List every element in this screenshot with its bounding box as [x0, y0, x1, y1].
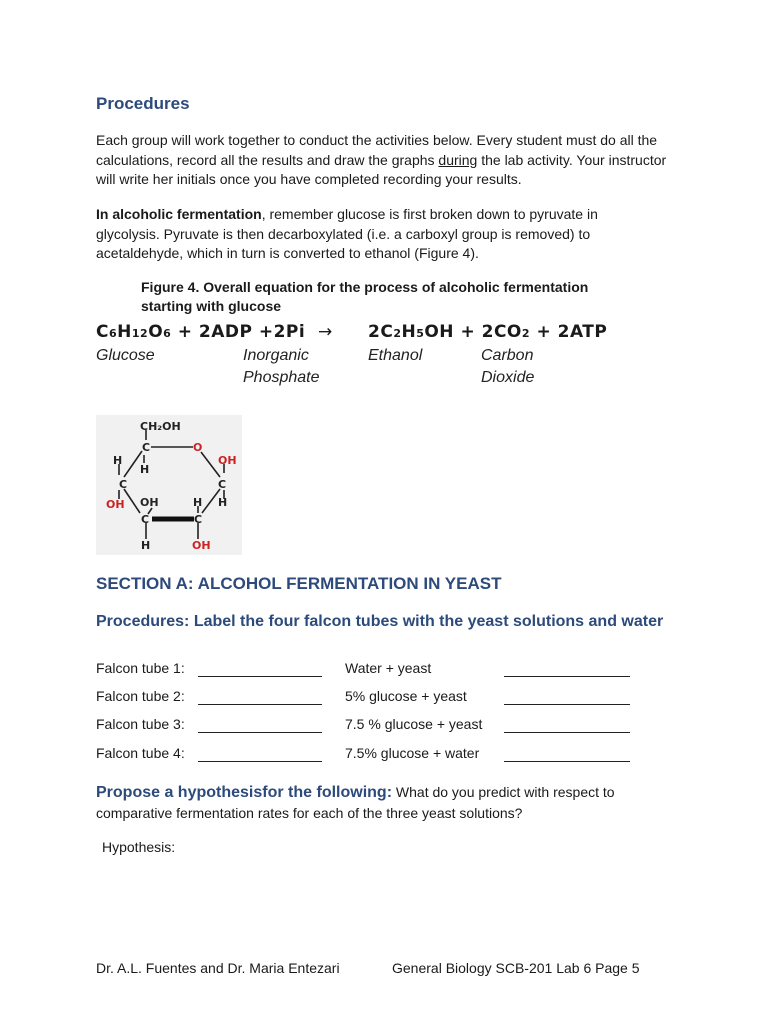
tube-solution: 7.5% glucose + water	[345, 745, 480, 761]
equation-adp: + 2ADP +2Pi	[177, 322, 306, 342]
hydrogen-atom: H	[140, 463, 150, 476]
hypothesis-heading: Propose a hypothesisfor the following:	[96, 784, 393, 801]
figure-caption-line1: Figure 4. Overall equation for the process of alcoholic fermentation	[141, 279, 589, 295]
equation-atp: + 2ATP	[536, 322, 608, 342]
tube-label: Falcon tube 3:	[96, 716, 185, 732]
tube-solution: Water + yeast	[345, 660, 432, 676]
label-glucose: Glucose	[96, 347, 155, 364]
tube-label-blank[interactable]	[198, 718, 322, 733]
tube-label-blank[interactable]	[198, 690, 322, 705]
carbon-atom-1: C	[142, 441, 151, 454]
tube-solution: 7.5 % glucose + yeast	[345, 716, 483, 732]
hydroxyl-group: OH	[140, 496, 159, 509]
hydrogen-atom: H	[218, 496, 228, 509]
label-inorganic-phosphate: Inorganic Phosphate	[243, 347, 320, 386]
tube-label: Falcon tube 2:	[96, 688, 185, 704]
procedures-heading: Procedures	[96, 94, 190, 113]
carbon-atom-4: C	[141, 513, 150, 526]
solution-blank[interactable]	[504, 662, 630, 677]
ring-oxygen-atom: O	[193, 441, 203, 454]
equation-arrow: →	[318, 322, 333, 342]
fermentation-text: , remember glucose is first broken down to pyruvate in glycolysis. Pyruvate is then decarboxylated (i.e. a carboxyl group is removed) to acetaldehyde, which in turn is converted to ethanol (Figure 4).	[96, 206, 598, 261]
intro-text-b: the lab activity. Your instructor will write her initials once you have completed recording your results.	[96, 151, 667, 187]
equation-reactants: C6H12O6 + 2ADP +2Pi	[96, 322, 306, 342]
tube-label: Falcon tube 4:	[96, 745, 185, 761]
figure-caption	[141, 278, 588, 316]
tube-label-blank[interactable]	[198, 662, 322, 677]
hydroxyl-group: OH	[218, 454, 237, 467]
label-ethanol: Ethanol	[368, 347, 423, 364]
fermentation-paragraph	[96, 205, 656, 264]
footer-course-page: General Biology SCB-201 Lab 6 Page 5	[392, 960, 640, 976]
carbon-atom-5: C	[194, 513, 203, 526]
hydroxyl-group: OH	[106, 498, 125, 511]
figure-caption-line2: starting with glucose	[141, 298, 282, 314]
carbon-atom-3: C	[218, 478, 227, 491]
carbon-atom-2: C	[119, 478, 128, 491]
glucose-structure	[96, 415, 242, 555]
hypothesis-prompt	[96, 782, 686, 824]
fermentation-bold: In alcoholic fermentation	[96, 206, 262, 222]
tube-label: Falcon tube 1:	[96, 660, 185, 676]
hydrogen-atom: H	[141, 539, 151, 552]
hypothesis-question: What do you predict with respect to comparative fermentation rates for each of the three yeast solutions?	[96, 784, 615, 821]
tube-row-1	[96, 660, 185, 676]
section-a-heading: SECTION A: ALCOHOL FERMENTATION IN YEAST	[96, 574, 502, 593]
solution-blank[interactable]	[504, 747, 630, 762]
tube-row-3	[96, 716, 185, 732]
solution-blank[interactable]	[504, 718, 630, 733]
glucose-ring-diagram	[96, 415, 242, 555]
intro-paragraph	[96, 131, 676, 190]
label-carbon-dioxide: Carbon Dioxide	[481, 347, 535, 386]
tube-solution: 5% glucose + yeast	[345, 688, 467, 704]
hydroxyl-group: OH	[192, 539, 211, 552]
tube-row-4	[96, 745, 185, 761]
footer-authors: Dr. A.L. Fuentes and Dr. Maria Entezari	[96, 960, 340, 976]
ch2oh-group: CH₂OH	[140, 420, 181, 433]
hydrogen-atom: H	[113, 454, 123, 467]
hydrogen-atom: H	[193, 496, 203, 509]
section-a-procedures-heading: Procedures: Label the four falcon tubes with the yeast solutions and water	[96, 613, 664, 630]
tube-label-blank[interactable]	[198, 747, 322, 762]
solution-blank[interactable]	[504, 690, 630, 705]
tube-row-2	[96, 688, 185, 704]
intro-text-underlined: during	[438, 151, 478, 168]
intro-text-a: Each group will work together to conduct the activities below. Every student must do all the calculations, record all the results and draw the graphs	[96, 132, 658, 168]
equation-products: 2C2H5OH + 2CO2 + 2ATP	[368, 322, 608, 342]
hypothesis-label: Hypothesis:	[102, 839, 176, 855]
